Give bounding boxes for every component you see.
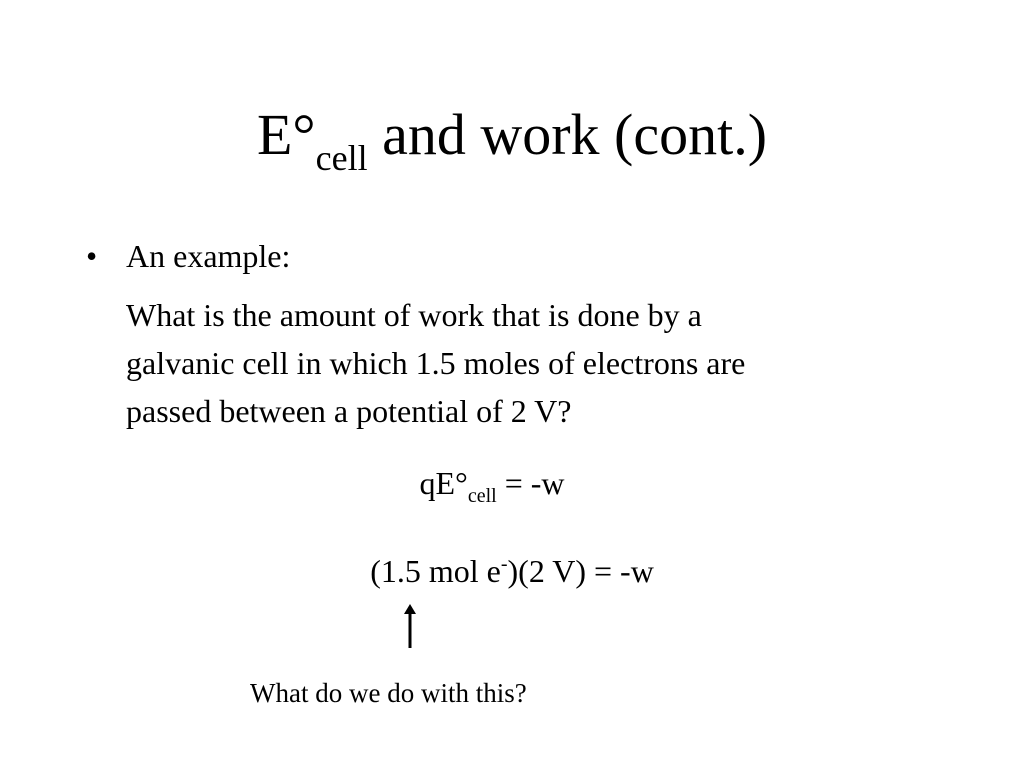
bullet-text: An example: — [126, 238, 291, 274]
up-arrow-icon — [400, 604, 420, 650]
title-rest: and work (cont.) — [367, 102, 768, 167]
equation-work-relation — [0, 463, 1024, 508]
slide-title — [0, 100, 1024, 177]
equation1-subscript: cell — [467, 485, 497, 507]
question-line-3: passed between a potential of 2 V? — [126, 393, 572, 429]
title-subscript: cell — [315, 138, 368, 178]
equation2-prefix: (1.5 mol e — [370, 553, 501, 589]
equation2-superscript: - — [500, 553, 508, 575]
title-main: E° — [256, 102, 316, 167]
equation1-suffix: = -w — [496, 465, 565, 501]
equation1-prefix: qE° — [419, 465, 468, 501]
bullet-item — [86, 236, 290, 276]
question-text — [126, 291, 926, 435]
bullet-marker: • — [86, 238, 98, 274]
caption-text: What do we do with this? — [250, 678, 527, 708]
equation2-suffix: )(2 V) = -w — [507, 553, 654, 589]
question-line-2: galvanic cell in which 1.5 moles of electrons are — [126, 345, 746, 381]
equation-substituted — [0, 551, 1024, 596]
question-line-1: What is the amount of work that is done by a — [126, 297, 702, 333]
